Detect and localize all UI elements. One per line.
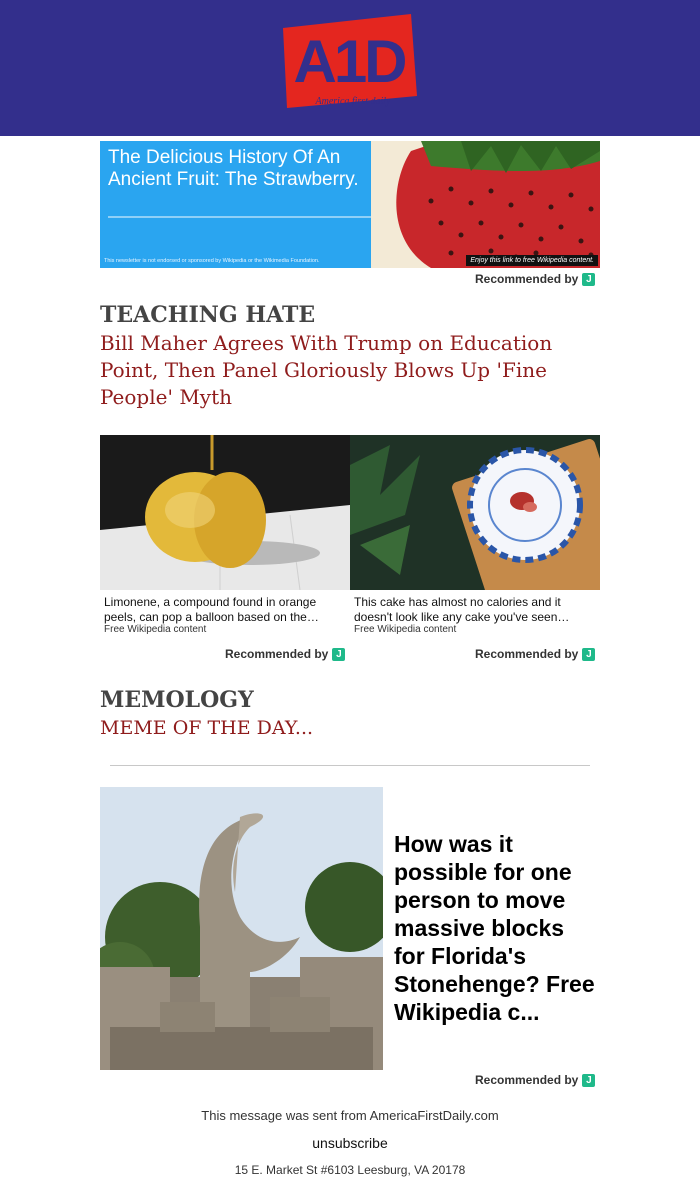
ad-cta[interactable]: Enjoy this link to free Wikipedia content. (466, 255, 598, 266)
mailing-address: 15 E. Market St #6103 Leesburg, VA 20178 (234, 1163, 466, 1177)
card-title[interactable]: This cake has almost no calories and it doesn't look like any cake you've seen (354, 595, 561, 624)
ad-coral-castle[interactable] (100, 787, 600, 1070)
cake-plate-image[interactable] (350, 435, 600, 590)
jeeng-icon: J (582, 273, 595, 286)
balloon-image[interactable] (100, 435, 350, 590)
story-headline-link[interactable]: MEME OF THE DAY... (100, 717, 314, 739)
card-source: Free Wikipedia content (104, 624, 207, 635)
recommended-label: Recommended by (475, 1073, 579, 1087)
card-cake[interactable] (350, 435, 600, 640)
recommended-label: Recommended by (225, 647, 329, 661)
divider (110, 765, 590, 766)
card-limonene[interactable] (100, 435, 350, 640)
stone-monument-image[interactable] (100, 787, 383, 1070)
card-source: Free Wikipedia content (354, 624, 457, 635)
jeeng-icon: J (582, 648, 595, 661)
story-headline-link[interactable]: Bill Maher Agrees With Trump on Education Point, Then Panel Gloriously Blows Up 'Fine People' Myth (100, 331, 553, 409)
recommended-label: Recommended by (475, 272, 579, 286)
recommended-by-link[interactable] (225, 647, 345, 661)
unsubscribe-link[interactable]: unsubscribe (312, 1135, 388, 1151)
jeeng-icon: J (332, 648, 345, 661)
recommended-by-link[interactable] (475, 272, 595, 286)
section-kicker: MEMOLOGY (100, 687, 254, 713)
jeeng-icon: J (582, 1074, 595, 1087)
recommended-by-link[interactable] (475, 1073, 595, 1087)
header-banner (0, 0, 700, 136)
ad-title[interactable]: The Delicious History Of An Ancient Fruit: The Strawberry. (108, 147, 359, 190)
section-kicker: TEACHING HATE (100, 302, 316, 328)
ad-title[interactable]: How was it possible for one person to move massive blocks for Florida's Stonehenge? Free Wikipedia c... (394, 831, 595, 1025)
recommended-by-link[interactable] (475, 647, 595, 661)
sent-from-notice: This message was sent from AmericaFirstDaily.com (201, 1108, 499, 1123)
ad-disclaimer: This newsletter is not endorsed or sponsored by Wikipedia or the Wikimedia Foundation. (104, 258, 320, 264)
ad-underline (108, 216, 373, 218)
logo-text: A1D (293, 28, 405, 95)
ad-strawberry[interactable] (100, 141, 600, 268)
recommended-label: Recommended by (475, 647, 579, 661)
site-logo[interactable] (283, 14, 417, 110)
strawberry-image[interactable] (371, 141, 600, 268)
card-title[interactable]: Limonene, a compound found in orange peels, can pop a balloon based on the (104, 595, 317, 624)
logo-tagline: America first daily (315, 96, 391, 107)
